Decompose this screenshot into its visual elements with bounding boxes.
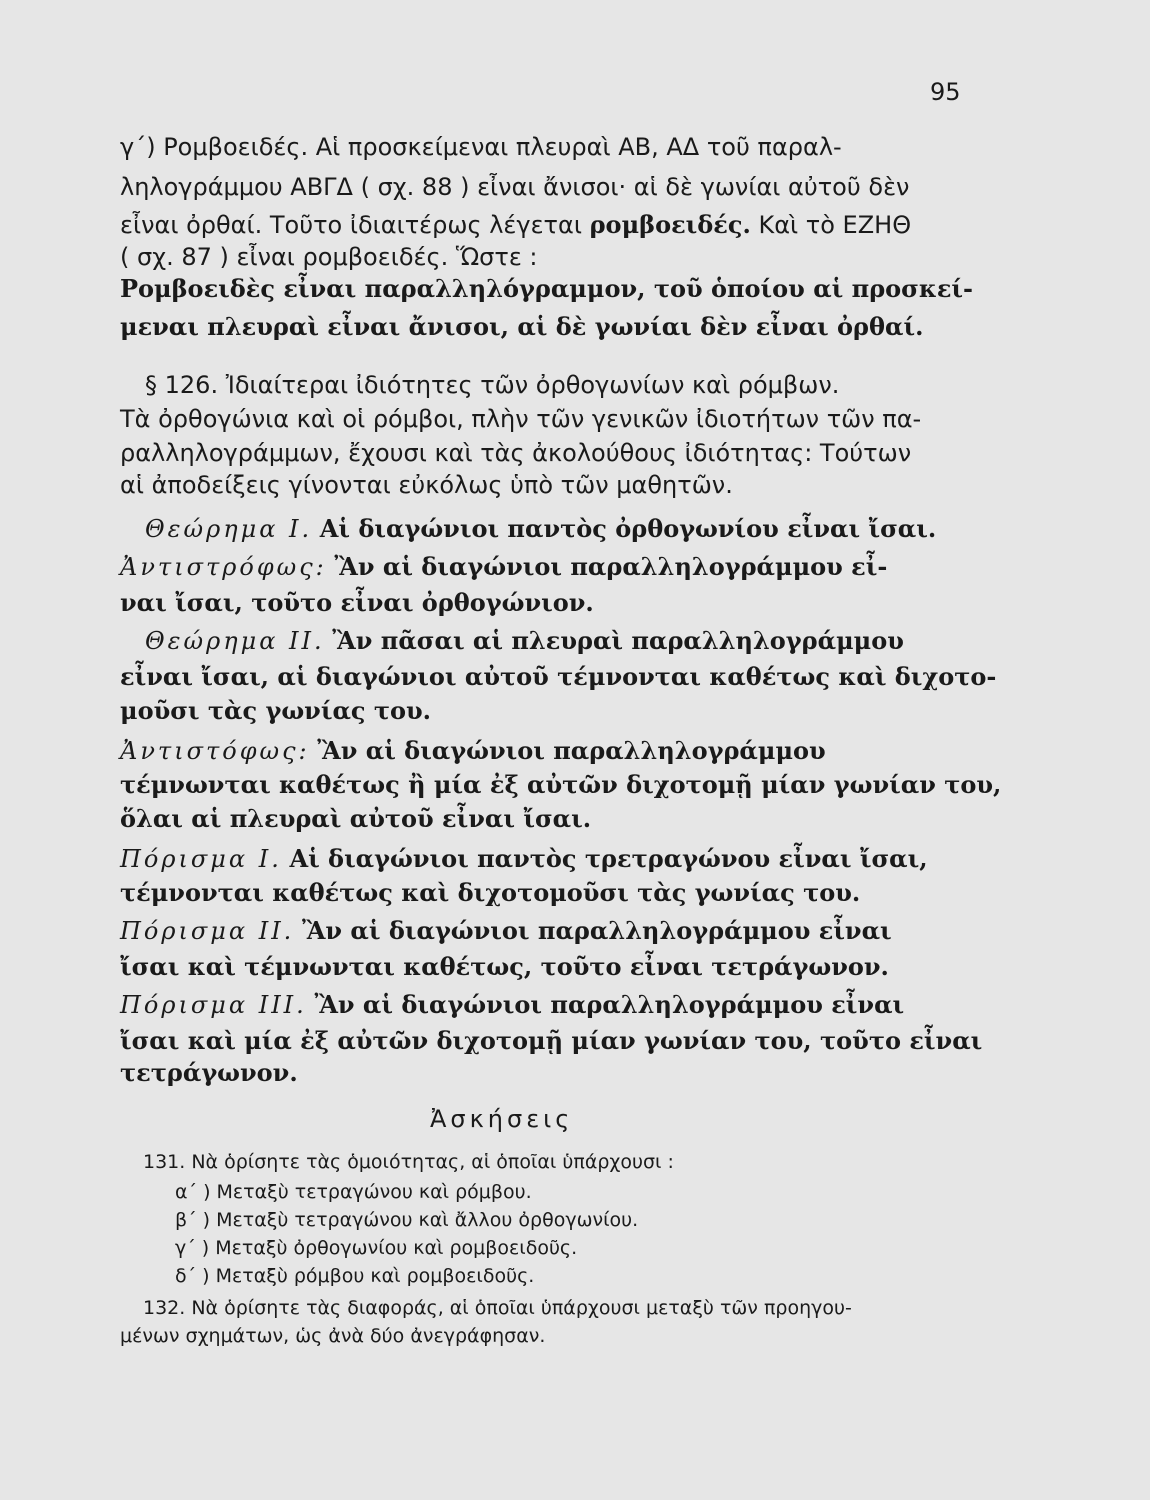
theorem-2-line-1 (145, 624, 904, 658)
corollary-text: Ἂν αἱ διαγώνιοι παραλληλογράμμου εἶναι (314, 990, 905, 1019)
corollary-3-line-2: ἴσαι καὶ μία ἐξ αὐτῶν διχοτομῇ μίαν γωνίαν του, τοῦτο εἶναι (120, 1026, 983, 1055)
section-126-line-2: ραλληλογράμμων, ἔχουσι καὶ τὰς ἀκολούθους ἰδιότητας: Τούτων (120, 439, 912, 467)
exercise-132-line-1: 132. Νὰ ὁρίσητε τὰς διαφοράς, αἱ ὁποῖαι ὑπάρχουσι μεταξὺ τῶν προηγου- (143, 1297, 852, 1319)
theorem-text: Αἱ διαγώνιοι παντὸς ὀρθογωνίου εἶναι ἴσαι. (319, 514, 937, 543)
corollary-2-line-1 (120, 914, 892, 948)
corollary-3-line-1 (120, 988, 904, 1022)
exercise-item: β΄ ) Μεταξὺ τετραγώνου καὶ ἄλλου ὀρθογωνίου. (175, 1209, 639, 1231)
section-g-line-1: γ΄) Ρομβοειδές. Αἱ προσκείμεναι πλευραὶ ΑΒ, ΑΔ τοῦ παραλ- (120, 133, 842, 161)
section-g-line-4: ( σχ. 87 ) εἶναι ρομβοειδές. Ὥστε : (120, 243, 538, 271)
exercise-131: 131. Νὰ ὁρίσητε τὰς ὁμοιότητας, αἱ ὁποῖαι ὑπάρχουσι : (143, 1151, 674, 1173)
corollary-label: Πόρισμα Ι. (120, 845, 282, 873)
converse-text: Ἂν αἱ διαγώνιοι παραλληλογράμμου (317, 736, 826, 765)
corollary-1-line-2: τέμνονται καθέτως καὶ διχοτομοῦσι τὰς γωνίας του. (120, 878, 861, 907)
converse-text: Ἂν αἱ διαγώνιοι παραλληλογράμμου εἶ- (334, 552, 888, 581)
bold-term: ρομβοειδές. (589, 210, 751, 239)
section-126-line-1: Τὰ ὀρθογώνια καὶ οἱ ρόμβοι, πλὴν τῶν γενικῶν ἰδιοτήτων τῶν πα- (120, 405, 922, 433)
converse-2-line-1 (120, 734, 826, 768)
theorem-label: Θεώρημα ΙΙ. (145, 627, 325, 655)
theorem-1 (145, 512, 936, 546)
exercise-item: δ΄ ) Μεταξὺ ρόμβου καὶ ρομβοειδοῦς. (175, 1265, 535, 1287)
section-126-heading: § 126. Ἰδιαίτεραι ἰδιότητες τῶν ὀρθογωνίων καὶ ρόμβων. (145, 371, 840, 399)
exercise-item: α΄ ) Μεταξὺ τετραγώνου καὶ ρόμβου. (175, 1181, 532, 1203)
converse-2-line-3: ὅλαι αἱ πλευραὶ αὐτοῦ εἶναι ἴσαι. (120, 804, 592, 833)
corollary-3-line-3: τετράγωνον. (120, 1058, 298, 1087)
converse-2-line-2: τέμνωνται καθέτως ἢ μία ἐξ αὐτῶν διχοτομῇ μίαν γωνίαν του, (120, 770, 1002, 799)
corollary-1-line-1 (120, 842, 928, 876)
exercise-item: γ΄ ) Μεταξὺ ὀρθογωνίου καὶ ρομβοειδοῦς. (175, 1237, 578, 1259)
corollary-text: Αἱ διαγώνιοι παντὸς τρετραγώνου εἶναι ἴσαι, (289, 844, 928, 873)
corollary-2-line-2: ἴσαι καὶ τέμνωνται καθέτως, τοῦτο εἶναι τετράγωνον. (120, 952, 889, 981)
exercise-132-line-2: μένων σχημάτων, ὡς ἀνὰ δύο ἀνεγράφησαν. (120, 1325, 546, 1347)
theorem-2-line-3: μοῦσι τὰς γωνίας του. (120, 696, 432, 725)
converse-1-line-2: ναι ἴσαι, τοῦτο εἶναι ὀρθογώνιον. (120, 588, 594, 617)
converse-label: Ἀντιστρόφως: (120, 553, 327, 581)
theorem-label: Θεώρημα Ι. (145, 515, 313, 543)
converse-label: Ἀντιστόφως: (120, 737, 310, 765)
section-g-line-2: ληλογράμμου ΑΒΓΔ ( σχ. 88 ) εἶναι ἄνισοι· αἱ δὲ γωνίαι αὐτοῦ δὲν (120, 173, 910, 201)
definition-line-2: μεναι πλευραὶ εἶναι ἄνισοι, αἱ δὲ γωνίαι δὲν εἶναι ὀρθαί. (120, 312, 924, 341)
theorem-2-line-2: εἶναι ἴσαι, αἱ διαγώνιοι αὐτοῦ τέμνονται καθέτως καὶ διχοτο- (120, 662, 997, 691)
text-segment: εἶναι ὀρθαί. Τοῦτο ἰδιαιτέρως λέγεται (120, 211, 582, 239)
exercises-heading: Ἀσκήσεις (430, 1105, 574, 1133)
converse-1-line-1 (120, 550, 887, 584)
section-126-line-3: αἱ ἀποδείξεις γίνονται εὐκόλως ὑπὸ τῶν μαθητῶν. (120, 471, 733, 499)
theorem-text: Ἂν πᾶσαι αἱ πλευραὶ παραλληλογράμμου (332, 626, 904, 655)
page-number: 95 (930, 78, 961, 106)
text-segment: Καὶ τὸ ΕΖΗΘ (758, 211, 912, 239)
corollary-label: Πόρισμα ΙΙ. (120, 917, 295, 945)
section-g-line-3 (120, 208, 911, 242)
corollary-label: Πόρισμα ΙΙΙ. (120, 991, 307, 1019)
corollary-text: Ἂν αἱ διαγώνιοι παραλληλογράμμου εἶναι (301, 916, 892, 945)
definition-line-1: Ρομβοειδὲς εἶναι παραλληλόγραμμον, τοῦ ὁποίου αἱ προσκεί- (120, 274, 974, 303)
